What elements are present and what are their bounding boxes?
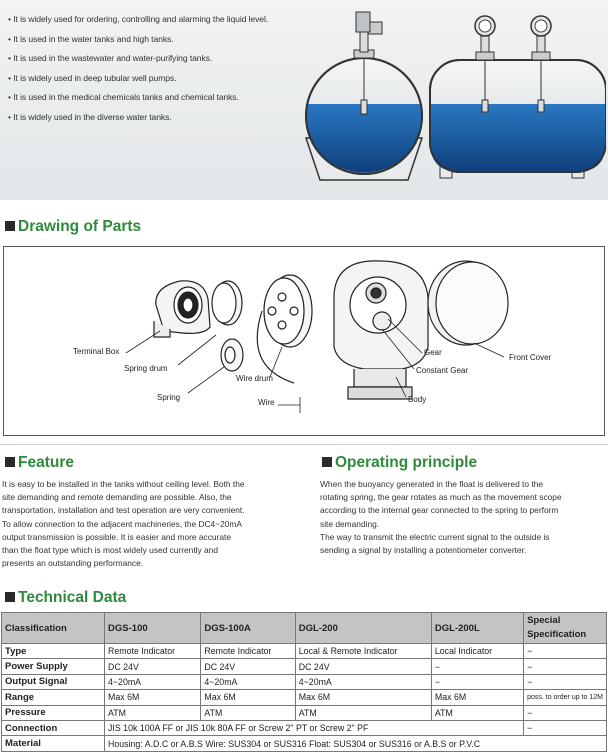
- application-item: • It is used in the medical chemicals tanks and chemical tanks.: [8, 92, 239, 103]
- header-classification: Classification: [2, 613, 105, 644]
- drawing-heading: Drawing of Parts: [5, 218, 141, 236]
- heading-square-icon: [5, 457, 15, 467]
- heading-square-icon: [5, 592, 15, 602]
- technical-data-table: [1, 612, 607, 752]
- table-row: Power Supply DC 24V DC 24V DC 24V − −: [2, 659, 607, 674]
- header-dgl-200l: DGL-200L: [431, 613, 523, 644]
- principle-heading: Operating principle: [322, 454, 477, 472]
- table-row: Material Housing: A.D.C or A.B.S Wire: SUS304 or SUS316 Float: SUS304 or SUS316 or A.B.S or P.V.C: [2, 736, 607, 751]
- label-wire: Wire: [258, 398, 275, 407]
- application-list: [8, 10, 268, 128]
- header-dgs-100a: DGS-100A: [201, 613, 295, 644]
- table-header-row: [2, 613, 607, 644]
- label-body: Body: [408, 395, 427, 404]
- tank-illustration: [290, 8, 606, 194]
- application-item: • It is used in the wastewater and water-purifying tanks.: [8, 53, 213, 64]
- application-item: • It is widely used in the diverse water tanks.: [8, 111, 172, 122]
- feature-text: It is easy to be installed in the tanks without ceiling level. Both the site demanding and remote demanding are possible. Also, the transportation, installation and test operation are very convenient. To allow connection to the adjacent machineries, the DC4~20mA output transmission is possible. It is easier and more accurate than the float type which is most widely used currently and presents an outstanding performance.: [2, 479, 245, 569]
- table-row: Connection JIS 10k 100A FF or JIS 10k 80A FF or Screw 2" PT or Screw 2" PF −: [2, 720, 607, 735]
- heading-square-icon: [322, 457, 332, 467]
- technical-heading: Technical Data: [5, 589, 126, 607]
- label-spring-drum: Spring drum: [124, 364, 168, 373]
- heading-square-icon: [5, 221, 15, 231]
- table-row: Range Max 6M Max 6M Max 6M Max 6M poss. to order up to 12M: [2, 690, 607, 705]
- label-front-cover: Front Cover: [509, 353, 552, 362]
- feature-heading: Feature: [5, 454, 74, 472]
- application-item: • It is widely used in deep tubular well pumps.: [8, 72, 177, 83]
- label-gear: Gear: [424, 348, 442, 357]
- label-terminal-box: Terminal Box: [73, 347, 120, 356]
- label-spring: Spring: [157, 393, 181, 402]
- table-row: Pressure ATM ATM ATM ATM −: [2, 705, 607, 720]
- header-dgl-200: DGL-200: [295, 613, 431, 644]
- divider: [0, 444, 608, 445]
- label-constant-gear: Constant Gear: [416, 366, 469, 375]
- parts-drawing: [3, 246, 605, 436]
- header-dgs-100: DGS-100: [105, 613, 201, 644]
- applications-banner: [0, 0, 608, 200]
- table-row: Type Remote Indicator Remote Indicator Local & Remote Indicator Local Indicator −: [2, 644, 607, 659]
- application-item: • It is used in the water tanks and high tanks.: [8, 33, 174, 44]
- principle-text: When the buoyancy generated in the float is delivered to the rotating spring, the gear rotates as much as the movement scope according to the internal gear connected to the spring to perform site demanding. The way to transmit the electric current signal to the outside is sending a signal by installing a potentiometer converter.: [320, 479, 562, 556]
- application-item: • It is widely used for ordering, controlling and alarming the liquid level.: [8, 14, 269, 24]
- label-wire-drum: Wire drum: [236, 374, 273, 383]
- header-special-spec: Special Specification: [524, 613, 607, 644]
- exploded-parts-diagram: [4, 247, 604, 435]
- table-row: Output Signal 4~20mA 4~20mA 4~20mA − −: [2, 674, 607, 689]
